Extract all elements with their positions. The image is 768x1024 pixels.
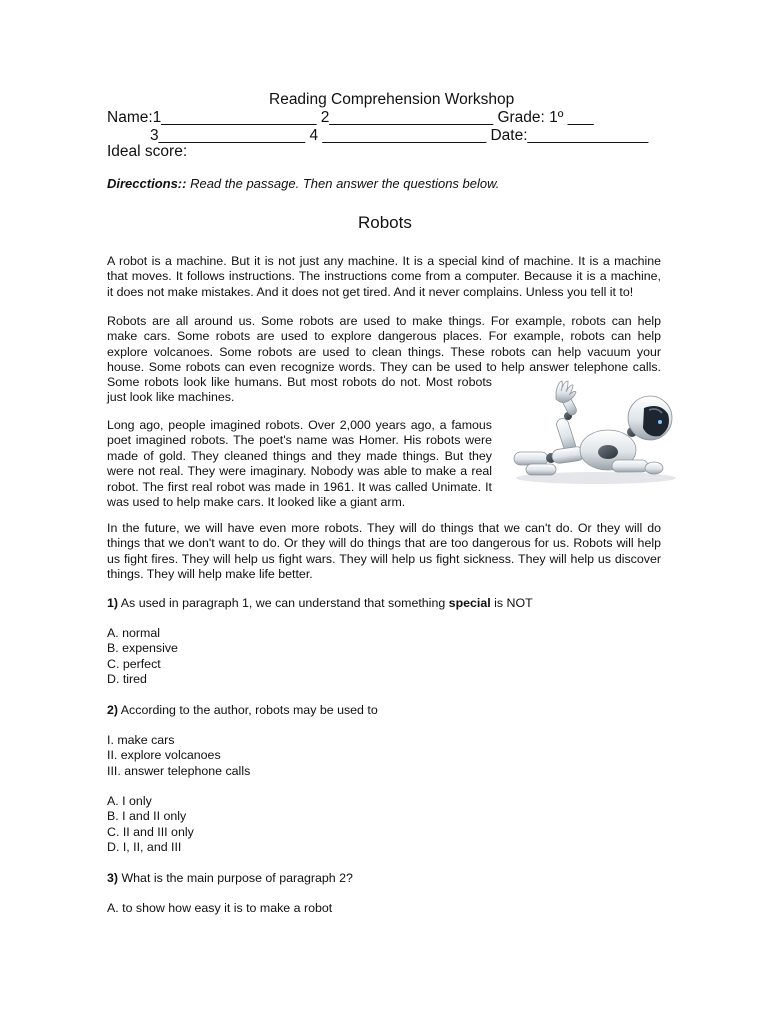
- text-line: house. Some robots can even recognize words. They can be used to help answer telephone calls.: [107, 360, 661, 375]
- text-line: In the future, we will have even more robots. They will do things that we can't do. Or they will do: [107, 521, 661, 535]
- text-line: that moves. It follows instructions. The instructions come from a computer. Because it is a machine,: [107, 269, 661, 284]
- answer-option: B. I and II only: [107, 809, 187, 823]
- text-line: Robots are all around us. Some robots are used to make things. For example, robots can help: [107, 314, 661, 328]
- answer-option: C. II and III only: [107, 825, 194, 839]
- question-text: As used in paragraph 1, we can understand that something: [118, 596, 449, 610]
- text-line: things that we don't want to do. Or they will do things that are too dangerous for us. Robots will help: [107, 536, 661, 551]
- text-line: us fight fires. They will help us fight wars. They will help us fight sickness. They will help us discover: [107, 551, 661, 566]
- answer-option: D. I, II, and III: [107, 840, 182, 854]
- question-number: 1): [107, 596, 119, 610]
- directions-label: Direcctions::: [107, 176, 187, 191]
- name-line-2: 3_________________ 4 ___________________ Date:______________: [150, 127, 649, 144]
- paragraph-1: [107, 254, 661, 300]
- question-text: According to the author, robots may be used to: [118, 703, 378, 717]
- question-text: is NOT: [490, 596, 533, 610]
- question-1: [107, 596, 533, 611]
- text-line: was used to help make cars. It looked like a giant arm.: [107, 495, 406, 510]
- text-line: Long ago, people imagined robots. Over 2,000 years ago, a famous: [107, 418, 492, 432]
- answer-option: A. I only: [107, 794, 152, 808]
- directions-text: Read the passage. Then answer the questions below.: [186, 176, 500, 191]
- name-line: Name:1__________________ 2___________________ Grade: 1º ___: [107, 109, 594, 126]
- paragraph-3: [107, 418, 492, 510]
- text-line: A robot is a machine. But it is not just any machine. It is a special kind of machine. It is a machine: [107, 254, 661, 268]
- text-line: Some robots look like humans. But most robots do not. Most robots: [107, 375, 492, 389]
- statement-item: III. answer telephone calls: [107, 764, 251, 778]
- paragraph-4: [107, 521, 661, 583]
- text-line: just look like machines.: [107, 390, 235, 405]
- worksheet-title: Reading Comprehension Workshop: [269, 91, 515, 108]
- directions: [107, 176, 499, 191]
- reclining-robot-illustration: [508, 378, 678, 488]
- question-keyword: special: [448, 596, 491, 610]
- text-line: robot. The first real robot was made in 1961. It was called Unimate. It: [107, 479, 492, 494]
- question-number: 2): [107, 703, 119, 717]
- answer-option: D. tired: [107, 672, 147, 686]
- text-line: it does not make mistakes. And it does not get tired. And it never complains. Unless you tell it to!: [107, 284, 634, 299]
- statement-item: II. explore volcanoes: [107, 748, 221, 762]
- paragraph-2-end: [107, 375, 492, 406]
- question-2: [107, 703, 378, 718]
- text-line: explore volcanoes. Some robots are used to clean things. These robots can help vacuum your: [107, 344, 661, 359]
- answer-option: A. to show how easy it is to make a robot: [107, 901, 333, 915]
- text-line: things. They will help make life better.: [107, 567, 313, 582]
- statement-item: I. make cars: [107, 733, 175, 747]
- question-text: What is the main purpose of paragraph 2?: [118, 871, 353, 885]
- text-line: made of gold. They cleaned things and they made things. But they: [107, 448, 492, 463]
- text-line: make cars. Some robots are used to explore dangerous places. For example, robots can help: [107, 329, 661, 344]
- question-3: [107, 871, 353, 886]
- question-number: 3): [107, 871, 119, 885]
- text-line: were not real. They were imaginary. Nobody was able to make a real: [107, 464, 492, 479]
- passage-title: Robots: [358, 213, 412, 232]
- answer-option: C. perfect: [107, 657, 161, 671]
- ideal-score-label: Ideal score:: [107, 143, 188, 160]
- text-line: poet imagined robots. The poet's name was Homer. His robots were: [107, 433, 492, 448]
- answer-option: A. normal: [107, 626, 161, 640]
- paragraph-2: [107, 314, 661, 376]
- answer-option: B. expensive: [107, 641, 178, 655]
